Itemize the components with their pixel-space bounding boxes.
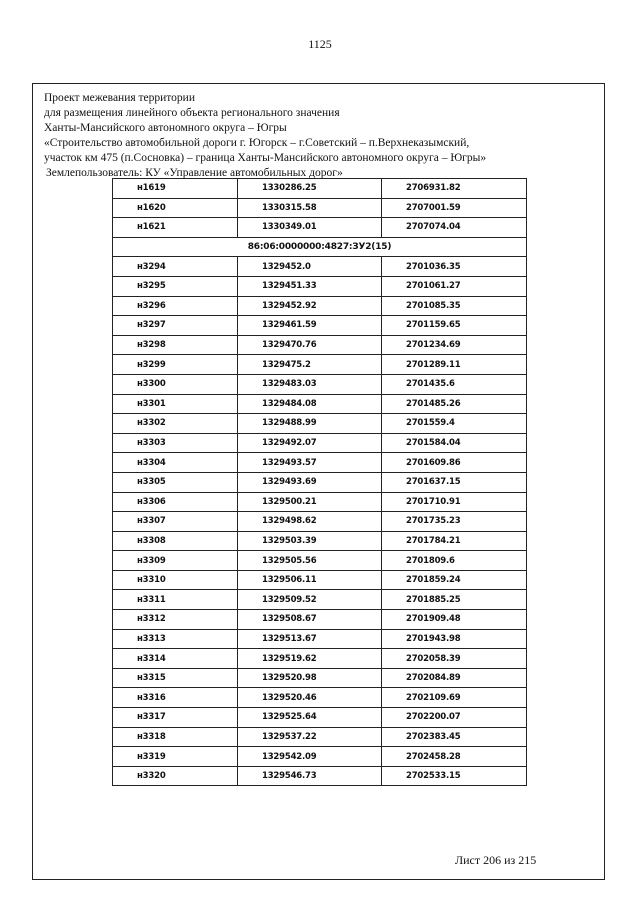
table-row xyxy=(113,668,527,688)
x-coordinate-cell: 1329492.07 xyxy=(238,433,382,453)
table-row xyxy=(113,179,527,199)
table-row xyxy=(113,551,527,571)
point-id-cell: н3296 xyxy=(113,296,238,316)
point-id-cell: н3316 xyxy=(113,688,238,708)
x-coordinate-cell: 1329513.67 xyxy=(238,629,382,649)
y-coordinate-cell: 2707001.59 xyxy=(382,198,527,218)
table-row xyxy=(113,727,527,747)
x-coordinate-cell: 1329483.03 xyxy=(238,374,382,394)
y-coordinate-cell: 2701735.23 xyxy=(382,512,527,532)
table-row xyxy=(113,629,527,649)
x-coordinate-cell: 1329542.09 xyxy=(238,747,382,767)
section-title: 86:06:0000000:4827:ЗУ2(15) xyxy=(113,237,527,257)
table-row xyxy=(113,296,527,316)
section-row xyxy=(113,237,527,257)
point-id-cell: н3314 xyxy=(113,649,238,669)
point-id-cell: н3317 xyxy=(113,708,238,728)
point-id-cell: н3308 xyxy=(113,531,238,551)
point-id-cell: н1620 xyxy=(113,198,238,218)
y-coordinate-cell: 2702109.69 xyxy=(382,688,527,708)
point-id-cell: н3294 xyxy=(113,257,238,277)
y-coordinate-cell: 2701435.6 xyxy=(382,374,527,394)
table-row xyxy=(113,472,527,492)
table-row xyxy=(113,414,527,434)
y-coordinate-cell: 2701609.86 xyxy=(382,453,527,473)
x-coordinate-cell: 1329546.73 xyxy=(238,766,382,786)
y-coordinate-cell: 2702058.39 xyxy=(382,649,527,669)
x-coordinate-cell: 1329500.21 xyxy=(238,492,382,512)
point-id-cell: н1619 xyxy=(113,179,238,199)
x-coordinate-cell: 1329461.59 xyxy=(238,316,382,336)
point-id-cell: н3307 xyxy=(113,512,238,532)
x-coordinate-cell: 1329509.52 xyxy=(238,590,382,610)
rows-before xyxy=(113,179,527,238)
table-row xyxy=(113,453,527,473)
x-coordinate-cell: 1329520.98 xyxy=(238,668,382,688)
header-line: «Строительство автомобильной дороги г. Югорск – г.Советский – п.Верхнеказымский, xyxy=(44,137,470,149)
header-line: Ханты-Мансийского автономного округа – Югры xyxy=(44,122,287,134)
point-id-cell: н3319 xyxy=(113,747,238,767)
y-coordinate-cell: 2702084.89 xyxy=(382,668,527,688)
x-coordinate-cell: 1329519.62 xyxy=(238,649,382,669)
page-number: 1125 xyxy=(308,37,332,51)
point-id-cell: н3297 xyxy=(113,316,238,336)
x-coordinate-cell: 1329452.0 xyxy=(238,257,382,277)
y-coordinate-cell: 2702383.45 xyxy=(382,727,527,747)
x-coordinate-cell: 1329475.2 xyxy=(238,355,382,375)
point-id-cell: н3312 xyxy=(113,610,238,630)
x-coordinate-cell: 1329520.46 xyxy=(238,688,382,708)
x-coordinate-cell: 1329503.39 xyxy=(238,531,382,551)
x-coordinate-cell: 1330286.25 xyxy=(238,179,382,199)
y-coordinate-cell: 2701559.4 xyxy=(382,414,527,434)
point-id-cell: н3313 xyxy=(113,629,238,649)
table-row xyxy=(113,531,527,551)
point-id-cell: н3309 xyxy=(113,551,238,571)
table-row xyxy=(113,747,527,767)
x-coordinate-cell: 1329493.57 xyxy=(238,453,382,473)
y-coordinate-cell: 2701234.69 xyxy=(382,335,527,355)
x-coordinate-cell: 1329508.67 xyxy=(238,610,382,630)
table-row xyxy=(113,688,527,708)
x-coordinate-cell: 1329525.64 xyxy=(238,708,382,728)
table-row xyxy=(113,316,527,336)
point-id-cell: н3318 xyxy=(113,727,238,747)
table-row xyxy=(113,512,527,532)
y-coordinate-cell: 2701885.25 xyxy=(382,590,527,610)
x-coordinate-cell: 1329493.69 xyxy=(238,472,382,492)
table-row xyxy=(113,610,527,630)
point-id-cell: н3305 xyxy=(113,472,238,492)
point-id-cell: н3311 xyxy=(113,590,238,610)
table-row xyxy=(113,570,527,590)
y-coordinate-cell: 2701637.15 xyxy=(382,472,527,492)
x-coordinate-cell: 1330315.58 xyxy=(238,198,382,218)
x-coordinate-cell: 1329470.76 xyxy=(238,335,382,355)
point-id-cell: н3315 xyxy=(113,668,238,688)
point-id-cell: н3320 xyxy=(113,766,238,786)
table-row xyxy=(113,394,527,414)
header-line: Проект межевания территории xyxy=(44,92,195,104)
table-row xyxy=(113,708,527,728)
y-coordinate-cell: 2702533.15 xyxy=(382,766,527,786)
coordinates-table xyxy=(112,178,527,786)
point-id-cell: н3302 xyxy=(113,414,238,434)
point-id-cell: н3310 xyxy=(113,570,238,590)
point-id-cell: н3301 xyxy=(113,394,238,414)
y-coordinate-cell: 2701289.11 xyxy=(382,355,527,375)
y-coordinate-cell: 2702200.07 xyxy=(382,708,527,728)
y-coordinate-cell: 2701036.35 xyxy=(382,257,527,277)
land-user-line: Землепользователь: КУ «Управление автомобильных дорог» xyxy=(46,167,343,179)
y-coordinate-cell: 2701584.04 xyxy=(382,433,527,453)
table-row xyxy=(113,218,527,238)
point-id-cell: н3303 xyxy=(113,433,238,453)
x-coordinate-cell: 1329505.56 xyxy=(238,551,382,571)
header-line: для размещения линейного объекта регионального значения xyxy=(44,107,340,119)
point-id-cell: н3306 xyxy=(113,492,238,512)
y-coordinate-cell: 2701485.26 xyxy=(382,394,527,414)
table-row xyxy=(113,433,527,453)
table-row xyxy=(113,649,527,669)
x-coordinate-cell: 1329451.33 xyxy=(238,276,382,296)
table-row xyxy=(113,276,527,296)
y-coordinate-cell: 2701943.98 xyxy=(382,629,527,649)
table-row xyxy=(113,374,527,394)
x-coordinate-cell: 1329498.62 xyxy=(238,512,382,532)
point-id-cell: н3304 xyxy=(113,453,238,473)
document-header xyxy=(44,91,584,181)
table-row xyxy=(113,492,527,512)
point-id-cell: н3300 xyxy=(113,374,238,394)
point-id-cell: н3299 xyxy=(113,355,238,375)
y-coordinate-cell: 2701710.91 xyxy=(382,492,527,512)
point-id-cell: н3295 xyxy=(113,276,238,296)
y-coordinate-cell: 2701061.27 xyxy=(382,276,527,296)
table-row xyxy=(113,590,527,610)
table-row xyxy=(113,335,527,355)
point-id-cell: н1621 xyxy=(113,218,238,238)
y-coordinate-cell: 2702458.28 xyxy=(382,747,527,767)
x-coordinate-cell: 1329488.99 xyxy=(238,414,382,434)
header-line: участок км 475 (п.Сосновка) – граница Ханты-Мансийского автономного округа – Югры» xyxy=(44,152,487,164)
y-coordinate-cell: 2706931.82 xyxy=(382,179,527,199)
point-id-cell: н3298 xyxy=(113,335,238,355)
table-row xyxy=(113,355,527,375)
y-coordinate-cell: 2707074.04 xyxy=(382,218,527,238)
rows-after xyxy=(113,257,527,786)
table-row xyxy=(113,257,527,277)
sheet-label: Лист 206 из 215 xyxy=(455,853,537,867)
y-coordinate-cell: 2701859.24 xyxy=(382,570,527,590)
y-coordinate-cell: 2701809.6 xyxy=(382,551,527,571)
x-coordinate-cell: 1329537.22 xyxy=(238,727,382,747)
table-row xyxy=(113,766,527,786)
x-coordinate-cell: 1330349.01 xyxy=(238,218,382,238)
y-coordinate-cell: 2701159.65 xyxy=(382,316,527,336)
y-coordinate-cell: 2701784.21 xyxy=(382,531,527,551)
x-coordinate-cell: 1329506.11 xyxy=(238,570,382,590)
y-coordinate-cell: 2701085.35 xyxy=(382,296,527,316)
table-row xyxy=(113,198,527,218)
x-coordinate-cell: 1329484.08 xyxy=(238,394,382,414)
y-coordinate-cell: 2701909.48 xyxy=(382,610,527,630)
x-coordinate-cell: 1329452.92 xyxy=(238,296,382,316)
